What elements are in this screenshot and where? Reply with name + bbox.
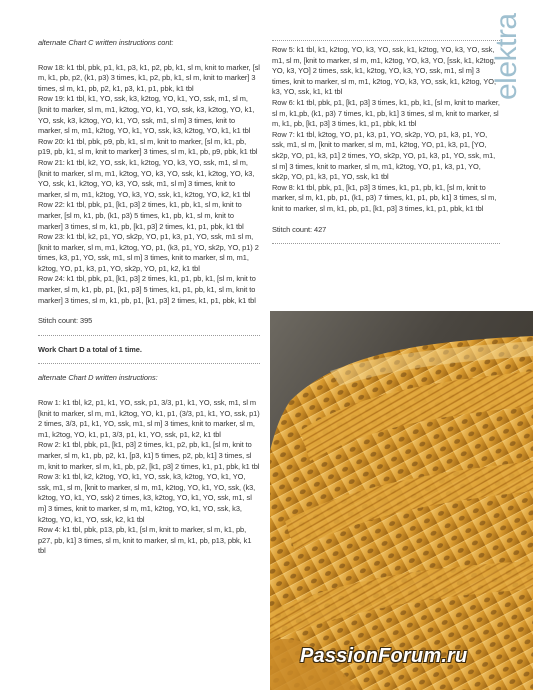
instruction-row: Row 21: k1 tbl, k2, YO, ssk, k1, k2tog, YO, k3, YO, ssk, m1, sl m, [knit to marker, sl m, m1, k2tog, YO, k3, YO, ssk, k1, k2tog, YO, k3, YO, ssk, k1, k2tog, YO, k3, YO, ssk, m1, sl m] 3 times, knit to marker, sl m, m1, k2tog, YO, k3, YO, ssk, k1, k2tog, YO, k2, k1 tbl xyxy=(38,157,255,199)
right-column xyxy=(272,45,500,253)
chart-d-rows-cont xyxy=(272,45,500,215)
watermark: PassionForum.ru xyxy=(300,645,468,667)
shawl-photo xyxy=(270,311,533,690)
instruction-row: Row 23: k1 tbl, k2, p1, YO, sk2p, YO, p1, k3, p1, YO, ssk, m1 sl m, [knit to marker, sl m, m1, k2tog, YO, p1, (k3, p1, YO, sk2p, YO, p1) 2 times, k3, p1, YO, ssk, m1, sl m] 3 times, knit to marker, sl m, m1, k2tog, YO, p1, k3, p1, YO, sk2p, YO, p1, k2, k1 tbl xyxy=(38,232,259,273)
divider-top-right xyxy=(272,40,500,41)
chart-c-heading: alternate Chart C written instructions cont: xyxy=(38,38,174,47)
brand-name: elektra xyxy=(490,13,523,100)
instruction-row: Row 18: k1 tbl, pbk, p1, k1, p3, k1, p2, pb, k1, sl m, knit to marker, [sl m, k1, pb, p2, (k1, p3) 3 times, k1, p2, pb, k1, sl m, knit to marker] 3 times, sl m, k1, pb, p2, k1, p3, k1, p1, pbk, k1 tbl xyxy=(38,62,260,93)
instruction-row: Row 5: k1 tbl, k1, k2tog, YO, k3, YO, ssk, k1, k2tog, YO, k3, YO, ssk, m1, sl m, [knit to marker, sl m, m1, k2tog, YO, k3, YO, [ssk, k1, k2tog, YO, k3, YO] 2 times, ssk, k1, k2tog, YO, k3, YO, ssk, m1, sl m] 3 times, knit to marker, sl m, m1, k2tog, YO, k3, YO, ssk, k1, k2tog, YO, k3, YO, ssk, k1, k1 tbl xyxy=(272,45,496,97)
chart-d-stitch-count: Stitch count: 427 xyxy=(272,224,327,234)
instruction-row: Row 24: k1 tbl, pbk, p1, [k1, p3] 2 times, k1, p1, pb, k1, [sl m, knit to marker, sl m, k1, pb, p1, [k1, p3] 5 times, k1, p1, pb, k1, sl m, knit to marker] 3 times, sl m, k1, pb, p1, [k1, p3] 2 times, k1, p1, pbk, k1 tbl xyxy=(38,274,256,305)
chart-c-rows xyxy=(38,63,260,307)
instruction-row: Row 1: k1 tbl, k2, p1, k1, YO, ssk, p1, 3/3, p1, k1, YO, ssk, m1, sl m [knit to marker, sl m, m1, k2tog, YO, k1, p1, (3/3, p1, k1, YO, ssk, p1) 2 times, 3/3, p1, k1, YO, ssk, m1, sl m] 3 times, knit to marker, sl m, m1, k2tog, YO, k1, p1, 3/3, p1, k1, YO, ssk, p1, k2, k1 tbl xyxy=(38,398,260,439)
chart-d-heading: alternate Chart D written instructions: xyxy=(38,373,158,383)
instruction-row: Row 20: k1 tbl, pbk, p9, pb, k1, sl m, knit to marker, [sl m, k1, pb, p19, pb, k1, sl m, knit to marker] 3 times, sl m, k1, pb, p9, pbk, k1 tbl xyxy=(38,136,258,157)
instruction-row: Row 19: k1 tbl, k1, YO, ssk, k3, k2tog, YO, k1, YO, ssk, m1, sl m, [knit to marker, sl m, m1, k2tog, YO, k1, YO, ssk, k3, k2tog, YO, k1, YO, ssk, k3, k2tog, YO, k1, YO, ssk, m1, sl m] 3 times, knit to marker, sl m, m1, k2tog, YO, k1, YO, ssk, k3, k2tog, YO, k1, k1 tbl xyxy=(38,94,255,136)
instruction-row: Row 6: k1 tbl, pbk, p1, [k1, p3] 3 times, k1, pb, k1, [sl m, knit to marker, sl m, k1,pb, (k1, p3) 7 times, k1, pb, k1] 3 times, sl m, knit to marker, sl m, k1, pb, [k1, p3] 3 times, k1, p1, pbk, k1 tbl xyxy=(272,97,500,129)
instruction-row: Row 8: k1 tbl, pbk, p1, [k1, p3] 3 times, k1, p1, pb, k1, [sl m, knit to marker, sl m, k1, pb, p1, (k1, p3) 7 times, k1, p1, pb, k1] 3 times, sl m, knit to marker, sl m, k1, pb, p1, [k1, p3] 3 times, k1, p1, pbk, k1 tbl xyxy=(272,182,497,213)
instruction-row: Row 3: k1 tbl, k2, k2tog, YO, k1, YO, ssk, k3, k2tog, YO, k1, YO, ssk, m1, sl m, [knit to marker, sl m, m1, k2tog, YO, k1, YO, ssk, (k3, k2tog, YO, k1, YO, ssk) 2 times, k3, k2tog, YO, k1, YO, ssk, m1, sl m] 3 times, knit to marker, sl m, m1, k2tog, YO, k1, YO, ssk, k3, k2tog, YO, k1, YO, ssk, k2, k1 tbl xyxy=(38,472,256,524)
divider xyxy=(38,335,260,336)
instruction-row: Row 7: k1 tbl, k2tog, YO, p1, k3, p1, YO, sk2p, YO, p1, k3, p1, YO, ssk, m1, sl m, [knit to marker, sl m, m1, k2tog, YO, p1, k3, p1, [YO, sk2p, YO, p1, k3, p1] 2 times, YO, sk2p, YO, p1, k3, p1, YO, ssk, m1, sl m] 3 times, knit to marker, sl m, m1, k2tog, YO, p1, k3, p1, YO, sk2p, YO, p1, k3, p1, YO, ssk, k1 tbl xyxy=(272,129,496,182)
instruction-row: Row 2: k1 tbl, pbk, p1, [k1, p3] 2 times, k1, p2, pb, k1, [sl m, knit to marker, sl m, k1, pb, p2, k1, [p3, k1] 5 times, p2, pb, k1] 3 times, sl m, knit to marker, sl m, k1, pb, p2, [k1, p3] 2 times, k1, p1, pbk, k1 tbl xyxy=(38,440,260,471)
divider xyxy=(272,243,500,244)
chart-d-rows xyxy=(38,398,260,557)
left-column xyxy=(38,38,260,557)
instruction-row: Row 22: k1 tbl, pbk, p1, [k1, p3] 2 times, k1, pb, k1, sl m, knit to marker, [sl m, k1, pb, (k1, p3) 5 times, k1, pb, k1, sl m, knit to marker] 3 times, sl m, k1, pb, [k1, p3] 2 times, k1, p1, pbk, k1 tbl xyxy=(38,200,244,231)
instruction-row: Row 4: k1 tbl, pbk, p13, pb, k1, [sl m, knit to marker, sl m, k1, pb, p27, pb, k1] 3 times, sl m, knit to marker, sl m, k1, pb, p13, pbk, k1 tbl xyxy=(38,525,252,556)
chart-c-stitch-count: Stitch count: 395 xyxy=(38,316,93,326)
divider xyxy=(38,363,260,364)
work-chart-d-note: Work Chart D a total of 1 time. xyxy=(38,344,142,354)
